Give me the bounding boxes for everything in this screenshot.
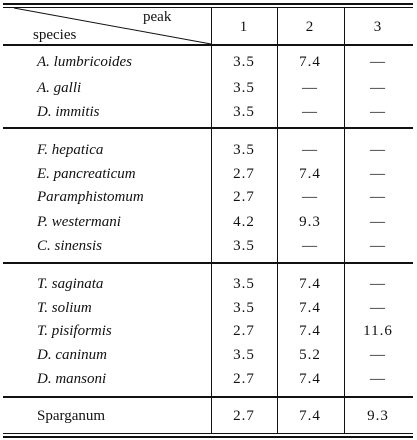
peak-1-value: 3.5 [233, 347, 255, 363]
peak-1-value: 3.5 [233, 142, 255, 158]
peak-3-value: 11.6 [363, 323, 393, 339]
species-name: E. pancreaticum [37, 166, 136, 182]
peak-3-value: — [370, 80, 386, 96]
peak-2-value: 7.4 [299, 166, 321, 182]
peak-1-value: 3.5 [233, 54, 255, 70]
peak-1-value: 2.7 [233, 371, 255, 387]
col-rule-2 [277, 8, 278, 433]
peak-1-value: 3.5 [233, 80, 255, 96]
peak-3-value: — [370, 276, 386, 292]
peak-2-value: 7.4 [299, 371, 321, 387]
col-rule-3 [344, 8, 345, 433]
peak-3-value: — [370, 347, 386, 363]
peak-3-value: 9.3 [367, 408, 389, 424]
peak-1-value: 2.7 [233, 166, 255, 182]
species-name: Sparganum [37, 408, 106, 424]
peak-3-value: — [370, 214, 386, 230]
species-name: T. pisiformis [37, 323, 112, 339]
column-header-1: 1 [239, 19, 249, 35]
peak-1-value: 2.7 [233, 408, 255, 424]
bottom-double-rule-2 [3, 436, 413, 438]
species-name: D. mansoni [37, 371, 107, 387]
peak-3-value: — [370, 300, 386, 316]
group1-rule [3, 127, 413, 129]
species-name: C. sinensis [37, 238, 103, 254]
column-header-3: 3 [373, 19, 383, 35]
peak-3-value: — [370, 166, 386, 182]
peak-2-value: 7.4 [299, 408, 321, 424]
peak-1-value: 2.7 [233, 323, 255, 339]
col-rule-1 [211, 8, 212, 433]
peak-2-value: 5.2 [299, 347, 321, 363]
peak-2-value: 9.3 [299, 214, 321, 230]
peak-2-value: — [302, 142, 318, 158]
peak-3-value: — [370, 238, 386, 254]
peak-2-value: 7.4 [299, 323, 321, 339]
species-header-label: species [33, 27, 77, 43]
peak-1-value: 4.2 [233, 214, 255, 230]
species-name: Paramphistomum [37, 189, 144, 205]
group3-rule [3, 396, 413, 398]
peak-2-value: — [302, 238, 318, 254]
bottom-double-rule-1 [3, 433, 413, 434]
peak-3-value: — [370, 189, 386, 205]
peak-3-value: — [370, 371, 386, 387]
peak-3-value: — [370, 54, 386, 70]
peak-2-value: 7.4 [299, 276, 321, 292]
species-name: T. saginata [37, 276, 104, 292]
peak-1-value: 3.5 [233, 300, 255, 316]
species-name: A. lumbricoides [37, 54, 132, 70]
peak-3-value: — [370, 104, 386, 120]
peak-1-value: 3.5 [233, 104, 255, 120]
species-name: P. westermani [37, 214, 121, 230]
species-name: D. immitis [37, 104, 100, 120]
peak-2-value: — [302, 189, 318, 205]
species-name: T. solium [37, 300, 92, 316]
peak-1-value: 3.5 [233, 276, 255, 292]
peak-2-value: — [302, 104, 318, 120]
species-name: F. hepatica [37, 142, 104, 158]
peak-2-value: 7.4 [299, 54, 321, 70]
peak-3-value: — [370, 142, 386, 158]
species-name: A. galli [37, 80, 82, 96]
peak-header-label: peak [143, 9, 172, 25]
species-name: D. caninum [37, 347, 107, 363]
group2-rule [3, 262, 413, 264]
peak-2-value: — [302, 80, 318, 96]
peak-2-value: 7.4 [299, 300, 321, 316]
column-header-2: 2 [305, 19, 315, 35]
peak-1-value: 3.5 [233, 238, 255, 254]
peak-1-value: 2.7 [233, 189, 255, 205]
